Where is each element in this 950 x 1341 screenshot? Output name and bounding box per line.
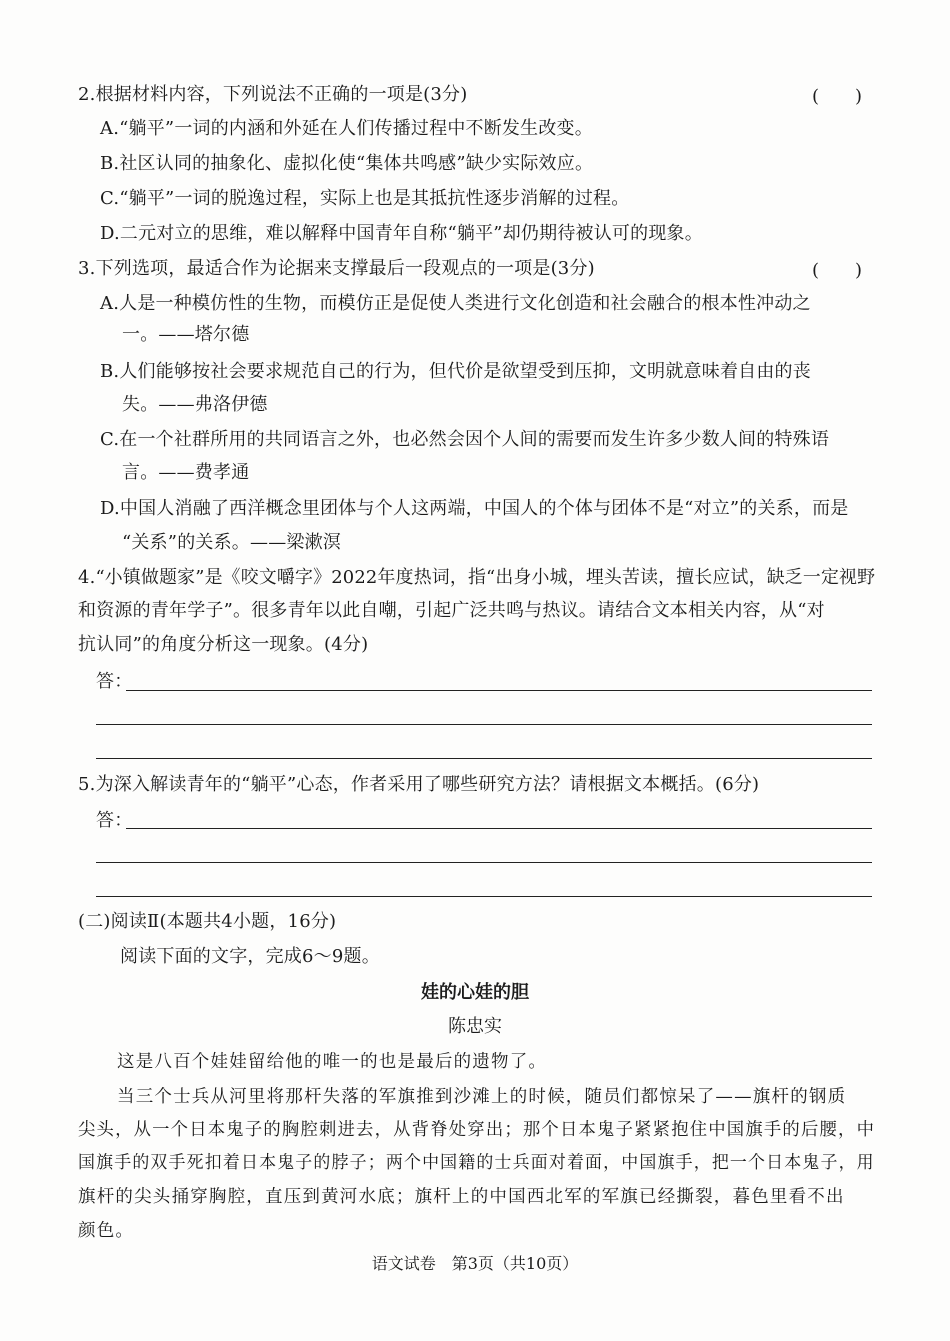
question-3-option-a-line1: A.人是一种模仿性的生物，而模仿正是促使人类进行文化创造和社会融合的根本性冲动之 xyxy=(100,293,811,314)
section-instruction: 阅读下面的文字，完成6～9题。 xyxy=(120,946,380,967)
story-paragraph-2-line2: 尖头，从一个日本鬼子的胸腔刺进去，从背脊处穿出；那个日本鬼子紧紧抱住中国旗手的后腰，中 xyxy=(78,1120,876,1140)
question-4-answer-label: 答： xyxy=(96,671,133,692)
question-3-option-b-line1: B.人们能够按社会要求规范自己的行为，但代价是欲望受到压抑，文明就意味着自由的丧 xyxy=(100,361,811,382)
question-2-stem: 2.根据材料内容，下列说法不正确的一项是(3分) xyxy=(78,84,468,105)
question-2-option-a: A.“躺平”一词的内涵和外延在人们传播过程中不断发生改变。 xyxy=(100,118,593,139)
story-paragraph-2-line4: 旗杆的尖头捅穿胸腔，直压到黄河水底；旗杆上的中国西北军的军旗已经撕裂，暮色里看不出 xyxy=(78,1187,845,1207)
question-3-option-b-line2: 失。——弗洛伊德 xyxy=(122,394,268,415)
story-paragraph-2-line3: 国旗手的双手死扣着日本鬼子的脖子；两个中国籍的士兵面对着面，中国旗手，把一个日本鬼子，用 xyxy=(78,1153,875,1173)
question-3-option-c-line1: C.在一个社群所用的共同语言之外，也必然会因个人间的需要而发生许多少数人间的特殊语 xyxy=(100,429,830,450)
question-5-stem: 5.为深入解读青年的“躺平”心态，作者采用了哪些研究方法？请根据文本概括。(6分) xyxy=(78,774,760,795)
question-4-stem-line3: 抗认同”的角度分析这一现象。(4分) xyxy=(78,634,369,655)
question-3-answer-paren: ( ) xyxy=(812,260,863,281)
question-4-stem-line2: 和资源的青年学子”。很多青年以此自嘲，引起广泛共鸣与热议。请结合文本相关内容，从“对 xyxy=(78,600,825,621)
story-paragraph-2-line5: 颜色。 xyxy=(78,1221,135,1241)
story-paragraph-1: 这是八百个娃娃留给他的唯一的也是最后的遗物了。 xyxy=(117,1052,548,1072)
question-4-answer-line-2[interactable] xyxy=(96,724,872,725)
question-5-answer-label: 答： xyxy=(96,810,133,831)
question-5-answer-line-3[interactable] xyxy=(96,896,872,897)
question-4-answer-line-3[interactable] xyxy=(96,758,872,759)
story-author: 陈忠实 xyxy=(448,1016,502,1037)
question-3-stem: 3.下列选项，最适合作为论据来支撑最后一段观点的一项是(3分) xyxy=(78,258,595,279)
question-3-option-d-line2: “关系”的关系。——梁漱溟 xyxy=(122,532,342,553)
question-5-answer-line-1[interactable] xyxy=(126,828,872,829)
question-5-answer-line-2[interactable] xyxy=(96,862,872,863)
story-paragraph-2-line1: 当三个士兵从河里将那杆失落的军旗推到沙滩上的时候，随员们都惊呆了——旗杆的钢质 xyxy=(117,1087,847,1107)
question-4-answer-line-1[interactable] xyxy=(126,690,872,691)
question-2-answer-paren: ( ) xyxy=(812,86,863,107)
section-header: (二)阅读Ⅱ(本题共4小题，16分) xyxy=(78,911,337,932)
question-3-option-d-line1: D.中国人消融了西洋概念里团体与个人这两端，中国人的个体与团体不是“对立”的关系，而是 xyxy=(100,498,849,519)
question-3-option-a-line2: 一。——塔尔德 xyxy=(122,324,250,345)
question-2-option-d: D.二元对立的思维，难以解释中国青年自称“躺平”却仍期待被认可的现象。 xyxy=(100,223,703,244)
page-footer: 语文试卷 第3页（共10页） xyxy=(371,1254,579,1273)
question-2-option-c: C.“躺平”一词的脱逸过程，实际上也是其抵抗性逐步消解的过程。 xyxy=(100,188,630,209)
question-3-option-c-line2: 言。——费孝通 xyxy=(122,462,250,483)
question-4-stem-line1: 4.“小镇做题家”是《咬文嚼字》2022年度热词，指“出身小城，埋头苦读，擅长应试，缺乏一定视野 xyxy=(78,567,876,588)
story-title: 娃的心娃的胆 xyxy=(421,982,529,1003)
question-2-option-b: B.社区认同的抽象化、虚拟化使“集体共鸣感”缺少实际效应。 xyxy=(100,153,594,174)
